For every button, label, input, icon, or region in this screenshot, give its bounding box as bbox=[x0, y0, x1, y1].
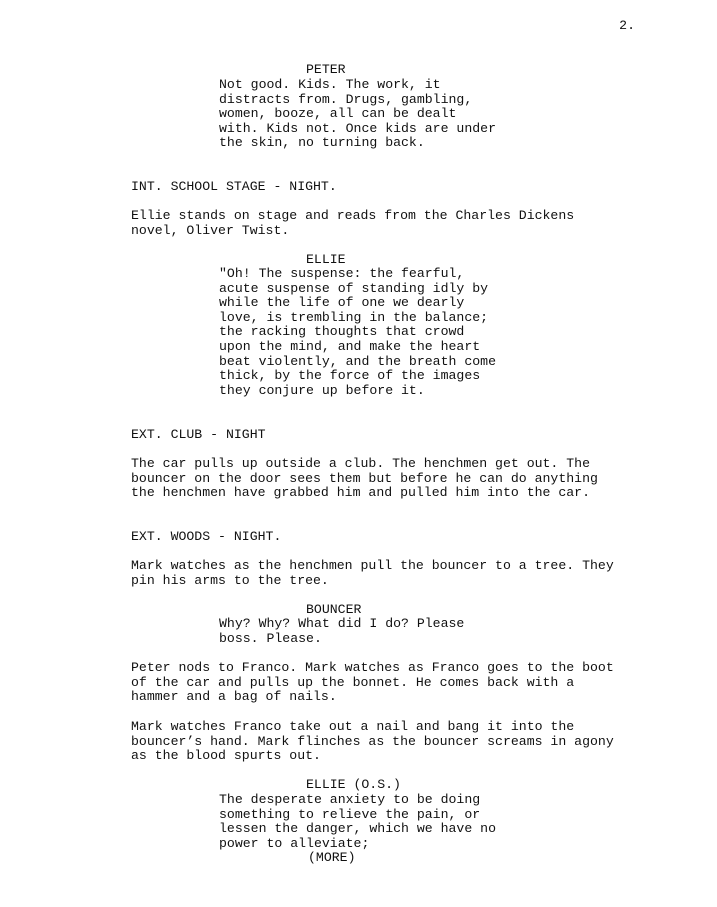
character-cue-peter: PETER bbox=[306, 62, 346, 77]
dialogue-peter: Not good. Kids. The work, it distracts from. Drugs, gambling, women, booze, all can be dealt with. Kids not. Once kids are under the skin, no turning back. bbox=[219, 77, 496, 151]
action-ellie-stage: Ellie stands on stage and reads from the Charles Dickens novel, Oliver Twist. bbox=[131, 208, 575, 238]
dialogue-ellie: "Oh! The suspense: the fearful, acute suspense of standing idly by while the life of one we dearly love, is trembling in the balance; the racking thoughts that crowd upon the mind, and make the heart beat violently, and the breath come thick, by the force of the images they conjure up before it. bbox=[219, 266, 496, 398]
action-franco-boot: Peter nods to Franco. Mark watches as Franco goes to the boot of the car and pulls up the bonnet. He comes back with a hammer and a bag of nails. bbox=[131, 660, 614, 705]
character-cue-ellie-os: ELLIE (O.S.) bbox=[306, 777, 401, 792]
action-franco-nail: Mark watches Franco take out a nail and bang it into the bouncer’s hand. Mark flinches as the bouncer screams in agony as the blood spurts out. bbox=[131, 719, 614, 764]
page-number: 2. bbox=[619, 18, 635, 33]
more-marker: (MORE) bbox=[308, 850, 356, 865]
scene-heading-school-stage: INT. SCHOOL STAGE - NIGHT. bbox=[131, 179, 337, 194]
scene-heading-woods: EXT. WOODS - NIGHT. bbox=[131, 529, 282, 544]
dialogue-ellie-os: The desperate anxiety to be doing something to relieve the pain, or lessen the danger, which we have no power to alleviate; bbox=[219, 792, 496, 851]
character-cue-bouncer: BOUNCER bbox=[306, 602, 362, 617]
character-cue-ellie: ELLIE bbox=[306, 252, 346, 267]
action-car-club: The car pulls up outside a club. The henchmen get out. The bouncer on the door sees them but before he can do anything the henchmen have grabbed him and pulled him into the car. bbox=[131, 456, 598, 501]
dialogue-bouncer: Why? Why? What did I do? Please boss. Please. bbox=[219, 616, 465, 646]
action-bouncer-tree: Mark watches as the henchmen pull the bouncer to a tree. They pin his arms to the tree. bbox=[131, 558, 614, 588]
scene-heading-club: EXT. CLUB - NIGHT bbox=[131, 427, 266, 442]
